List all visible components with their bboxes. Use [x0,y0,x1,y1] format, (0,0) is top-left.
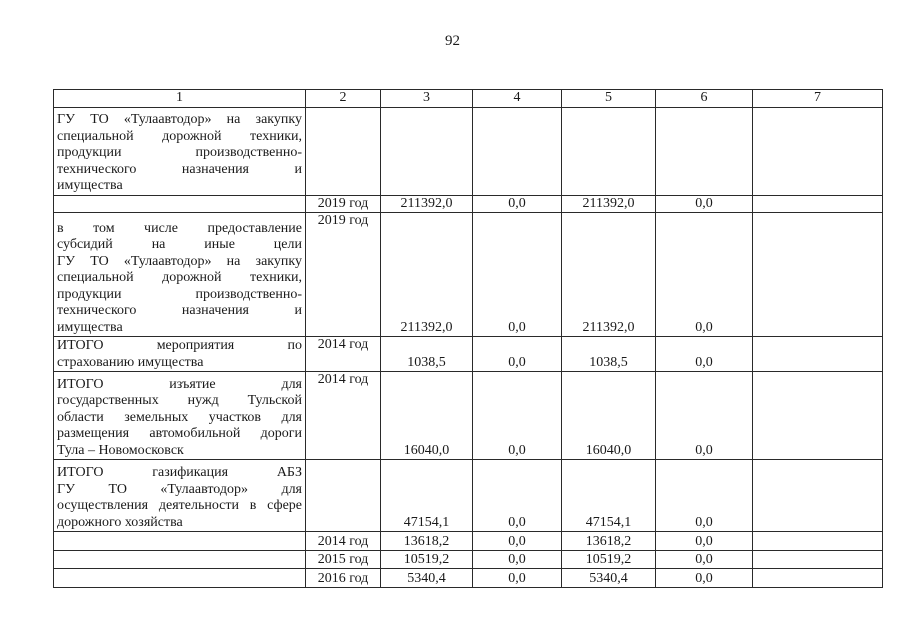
value-cell-c5 [562,107,656,195]
value-cell-c6: 0,0 [656,195,753,213]
header-cell: 6 [656,90,753,108]
value-cell-c6: 0,0 [656,460,753,532]
description-cell [54,195,306,213]
value-cell-c5: 47154,1 [562,460,656,532]
description-line: субсидий на иные цели [57,237,302,252]
description-line: имущества [57,178,123,193]
table-row [54,569,883,588]
value-cell-c3: 47154,1 [381,460,473,532]
description-line: продукции производственно- [57,145,302,160]
value-cell-c5: 13618,2 [562,532,656,551]
year-cell: 2014 год [306,337,381,372]
table-row [54,337,883,372]
table-row [54,372,883,460]
value-cell-c7 [753,213,883,337]
value-cell-c7 [753,569,883,588]
value-cell-c3: 10519,2 [381,551,473,569]
description-cell [54,213,306,337]
description-line: ИТОГО газификация АБЗ [57,465,302,480]
description-line: технического назначения и [57,303,302,318]
year-cell: 2015 год [306,551,381,569]
description-cell [54,460,306,532]
description-cell [54,107,306,195]
description-cell [54,569,306,588]
value-cell-c7 [753,337,883,372]
value-cell-c3 [381,107,473,195]
year-cell: 2019 год [306,213,381,337]
description-line: технического назначения и [57,161,302,177]
header-cell: 3 [381,90,473,108]
value-cell-c7 [753,532,883,551]
value-cell-c4 [473,107,562,195]
year-cell [306,107,381,195]
description-line: Тула – Новомосковск [57,442,184,458]
year-cell: 2016 год [306,569,381,588]
header-cell: 1 [54,90,306,108]
description-line: дорожного хозяйства [57,514,183,530]
value-cell-c4: 0,0 [473,532,562,551]
header-row [54,90,883,108]
description-line: осуществления деятельности в сфере [57,498,302,513]
description-line: имущества [57,319,123,335]
table-row [54,195,883,213]
value-cell-c3: 211392,0 [381,213,473,337]
value-cell-c5: 5340,4 [562,569,656,588]
value-cell-c6 [656,107,753,195]
value-cell-c7 [753,195,883,213]
table-row [54,107,883,195]
value-cell-c3: 16040,0 [381,372,473,460]
value-cell-c4: 0,0 [473,195,562,213]
header-cell: 5 [562,90,656,108]
value-cell-c3: 211392,0 [381,195,473,213]
value-cell-c5: 16040,0 [562,372,656,460]
value-cell-c6: 0,0 [656,372,753,460]
description-line: ИТОГО изъятие для [57,376,302,392]
value-cell-c5: 1038,5 [562,337,656,372]
value-cell-c4: 0,0 [473,337,562,372]
year-cell: 2019 год [306,195,381,213]
table-row [54,532,883,551]
value-cell-c5: 10519,2 [562,551,656,569]
value-cell-c6: 0,0 [656,213,753,337]
description-line: специальной дорожной техники, [57,270,302,285]
value-cell-c5: 211392,0 [562,195,656,213]
description-line: области земельных участков для [57,409,302,425]
year-cell [306,460,381,532]
value-cell-c7 [753,460,883,532]
value-cell-c4: 0,0 [473,372,562,460]
value-cell-c7 [753,551,883,569]
budget-table [53,89,883,588]
value-cell-c6: 0,0 [656,569,753,588]
year-cell: 2014 год [306,532,381,551]
header-cell: 2 [306,90,381,108]
value-cell-c7 [753,372,883,460]
value-cell-c7 [753,107,883,195]
description-line: продукции производственно- [57,286,302,302]
value-cell-c5: 211392,0 [562,213,656,337]
year-cell: 2014 год [306,372,381,460]
description-line: размещения автомобильной дороги [57,426,302,441]
value-cell-c6: 0,0 [656,337,753,372]
value-cell-c3: 1038,5 [381,337,473,372]
value-cell-c4: 0,0 [473,551,562,569]
value-cell-c4: 0,0 [473,213,562,337]
table-row [54,460,883,532]
value-cell-c4: 0,0 [473,460,562,532]
description-cell [54,551,306,569]
value-cell-c3: 13618,2 [381,532,473,551]
page-number: 92 [445,33,460,49]
value-cell-c3: 5340,4 [381,569,473,588]
description-cell [54,337,306,372]
value-cell-c4: 0,0 [473,569,562,588]
description-line: специальной дорожной техники, [57,128,302,144]
description-line: государственных нужд Тульской [57,393,302,408]
description-cell [54,532,306,551]
value-cell-c6: 0,0 [656,551,753,569]
header-cell: 7 [753,90,883,108]
table-row [54,213,883,337]
description-line: ГУ ТО «Тулаавтодор» на закупку [57,112,302,127]
description-line: страхованию имущества [57,354,204,370]
description-line: в том числе предоставление [57,220,302,236]
description-line: ИТОГО мероприятия по [57,338,302,353]
description-cell [54,372,306,460]
description-line: ГУ ТО «Тулаавтодор» для [57,481,302,497]
header-cell: 4 [473,90,562,108]
table-row [54,551,883,569]
value-cell-c6: 0,0 [656,532,753,551]
description-line: ГУ ТО «Тулаавтодор» на закупку [57,253,302,269]
